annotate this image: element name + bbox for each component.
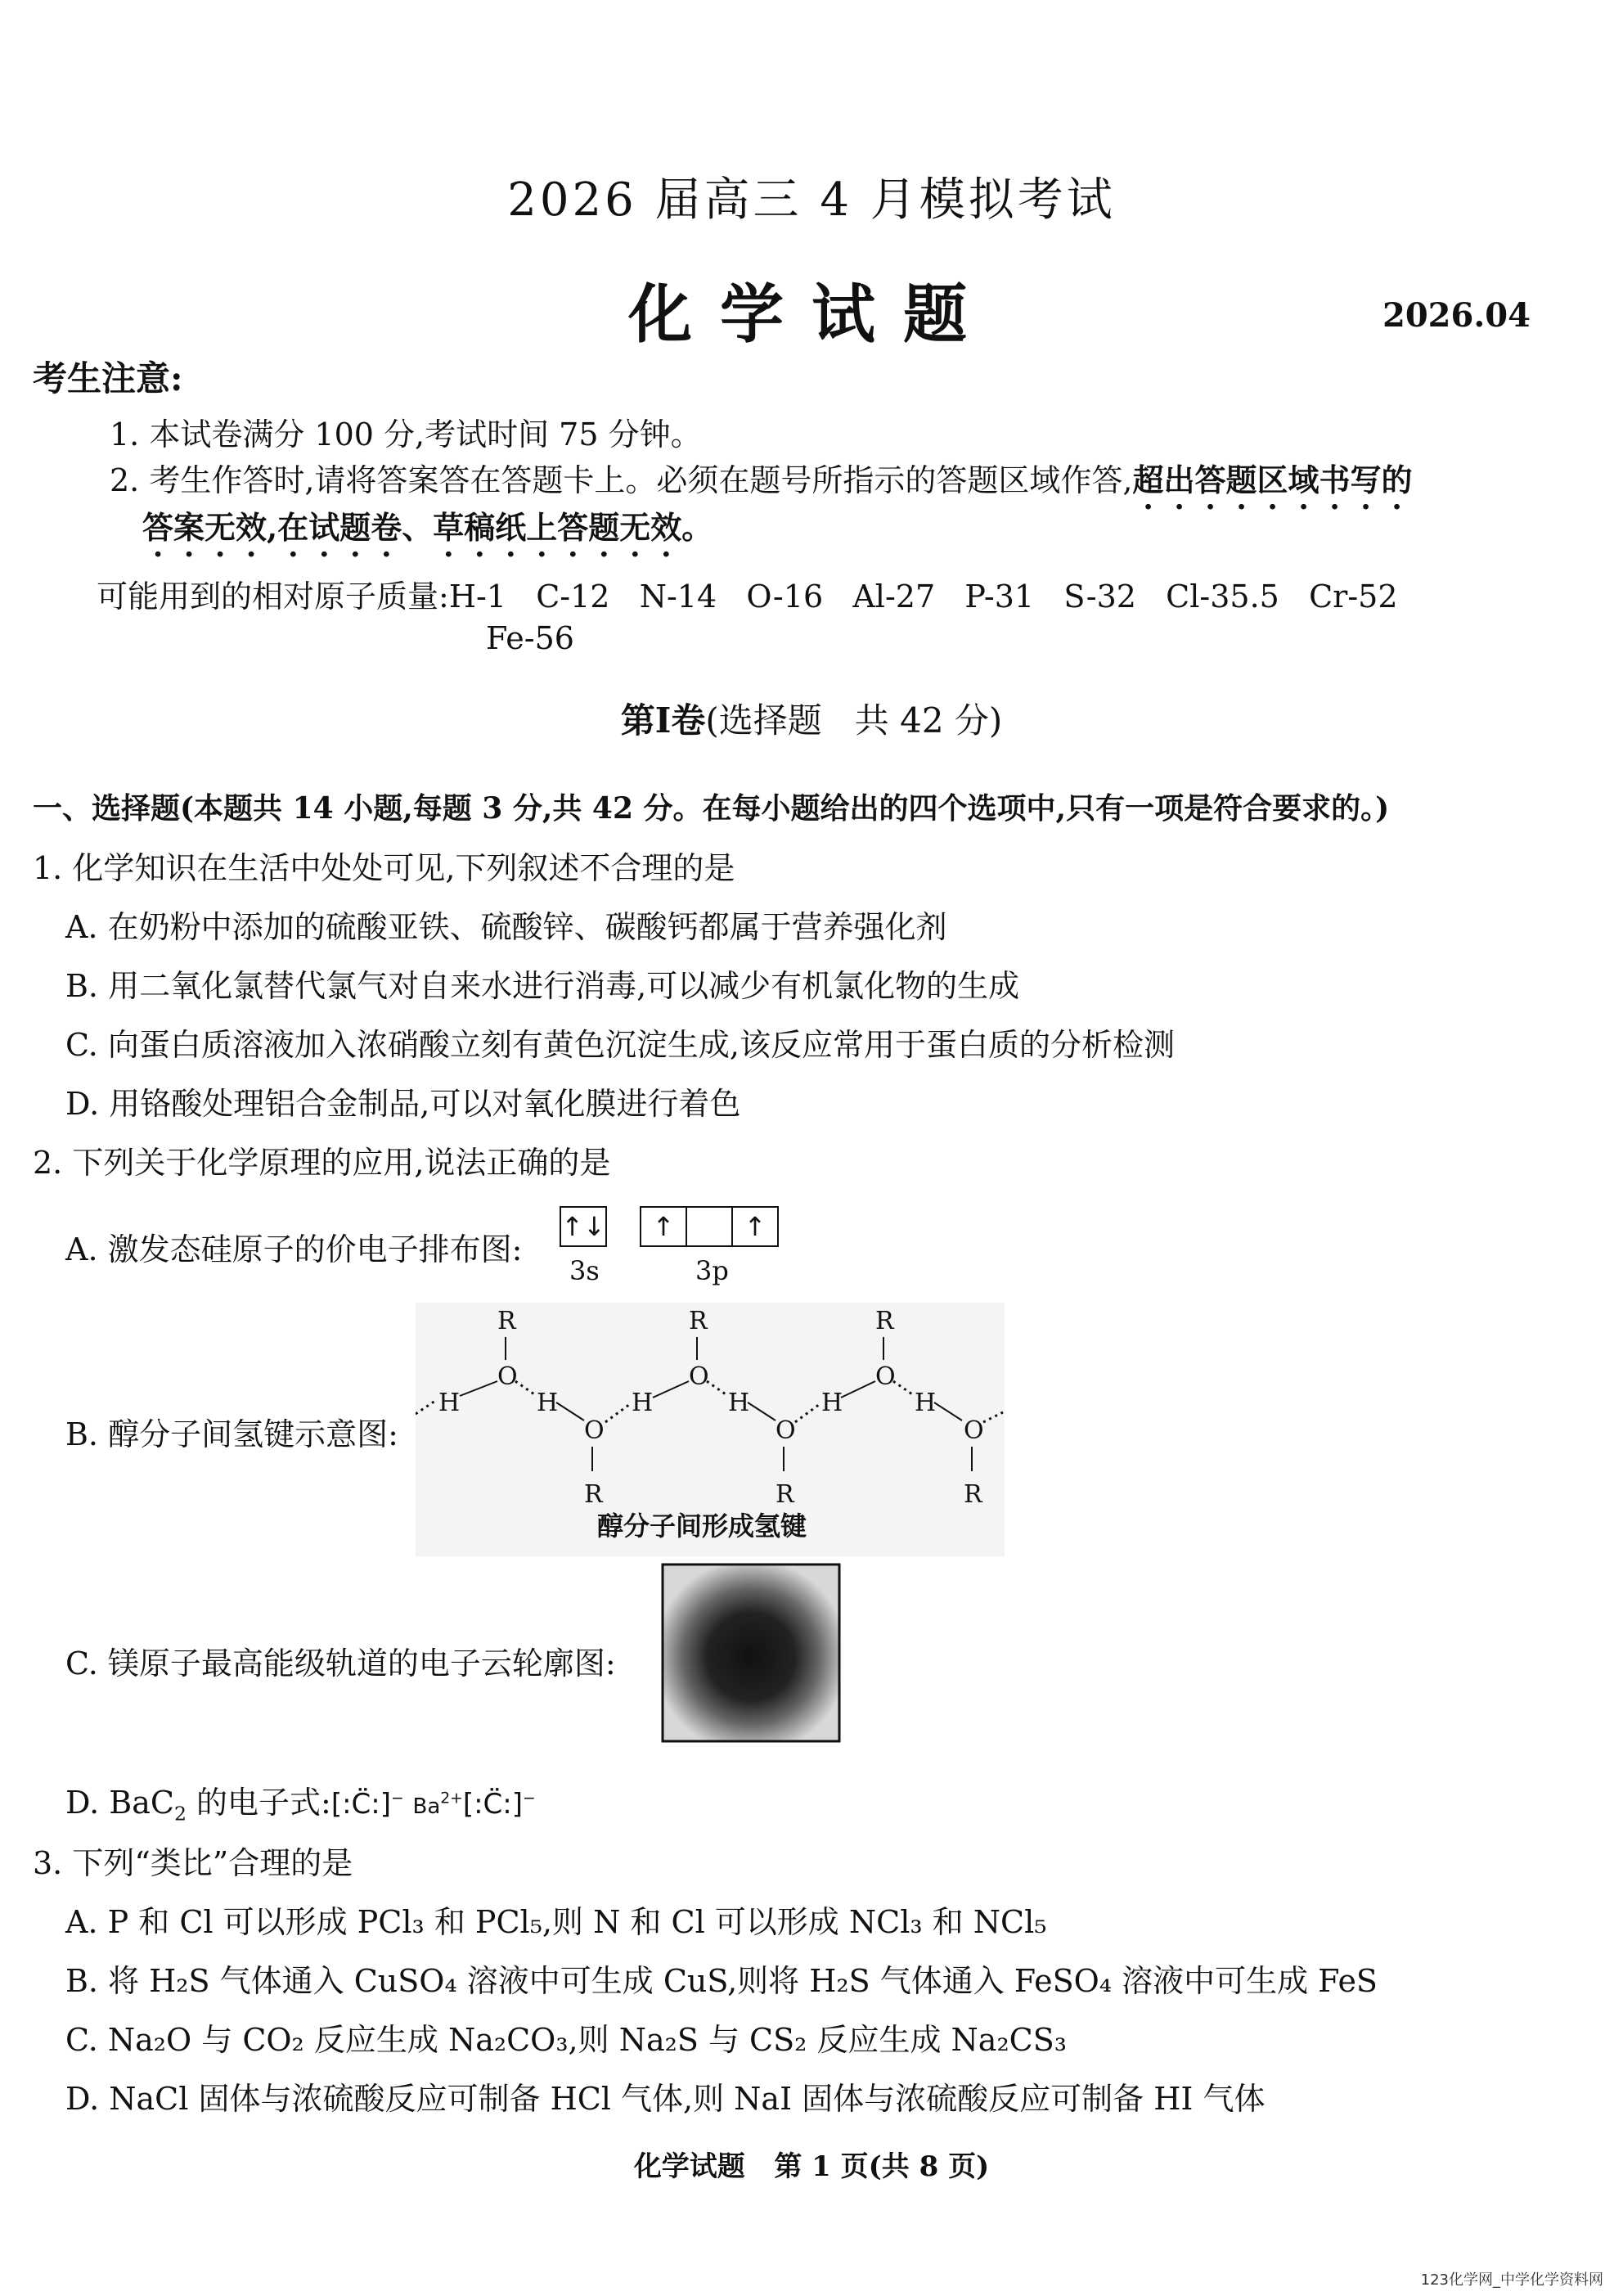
section-title-rest: (选择题 共 42 分) <box>705 700 1003 741</box>
h-6: H <box>915 1389 937 1417</box>
o-down-3: O <box>964 1416 984 1445</box>
q2-option-b: B. 醇分子间氢键示意图: <box>65 1416 398 1452</box>
section-title <box>0 694 1623 743</box>
notice-item-2-line-2: 答案无效,在试题卷、草稿纸上答题无效。 <box>142 509 713 546</box>
orbital-3p-box <box>640 1206 779 1247</box>
charge-right: − <box>523 1790 536 1808</box>
o-down-1: O <box>584 1416 605 1445</box>
subject-title: 化学试题 <box>627 277 995 352</box>
formula-right: [:C̈:] <box>462 1788 524 1821</box>
atomic-mass-line-2: Fe-56 <box>486 620 574 656</box>
q1-stem: 1. 化学知识在生活中处处可见,下列叙述不合理的是 <box>33 850 735 886</box>
o-down-2: O <box>776 1416 796 1445</box>
o-up-3: O <box>875 1362 896 1391</box>
page-footer: 化学试题 第 1 页(共 8 页) <box>633 2150 990 2183</box>
q1-option-d: D. 用铬酸处理铝合金制品,可以对氧化膜进行着色 <box>65 1086 741 1122</box>
notice-item-2-emphasis: 超出答题区域书写的 <box>1132 461 1413 498</box>
q3-option-a: A. P 和 Cl 可以形成 PCl₃ 和 PCl₅,则 N 和 Cl 可以形成 NCl₃ 和 NCl₅ <box>65 1904 1047 1940</box>
notice-item-1: 1. 本试卷满分 100 分,考试时间 75 分钟。 <box>110 416 702 452</box>
notice-heading: 考生注意: <box>33 358 183 398</box>
watermark: 123化学网_中学化学资料网 <box>1420 2271 1603 2289</box>
formula-left: [:C̈:] <box>330 1788 391 1821</box>
q2-d-sub: 2 <box>173 1802 187 1826</box>
orbital-3p-2 <box>687 1208 733 1245</box>
exam-date: 2026.04 <box>1382 296 1531 335</box>
h-1: H <box>438 1389 461 1417</box>
q3-option-c: C. Na₂O 与 CO₂ 反应生成 Na₂CO₃,则 Na₂S 与 CS₂ 反应生成 Na₂CS₃ <box>65 2022 1068 2058</box>
o-up-1: O <box>497 1362 518 1391</box>
atomic-mass-values: H-1 C-12 N-14 O-16 Al-27 P-31 S-32 Cl-35.5 Cr-52 <box>448 579 1398 615</box>
r-up-2: R <box>689 1307 708 1335</box>
part1-instruction: 一、选择题(本题共 14 小题,每题 3 分,共 42 分。在每小题给出的四个选项中,只有一项是符合要求的。) <box>33 791 1390 826</box>
o-up-2: O <box>689 1362 709 1391</box>
exam-title: 2026 届高三 4 月模拟考试 <box>507 173 1116 227</box>
orbital-3s-label: 3s <box>569 1255 600 1286</box>
orbital-3s-arrows: ↑↓ <box>561 1211 605 1242</box>
atomic-mass-line-1 <box>97 571 1398 616</box>
h-2: H <box>537 1389 559 1417</box>
r-down-3: R <box>964 1480 982 1509</box>
q2-option-a: A. 激发态硅原子的价电子排布图: <box>65 1231 523 1267</box>
orbital-3p-3: ↑ <box>744 1211 767 1242</box>
electron-cloud-image <box>661 1563 841 1743</box>
q2-stem: 2. 下列关于化学原理的应用,说法正确的是 <box>33 1145 611 1181</box>
r-up-3: R <box>875 1307 894 1335</box>
r-down-1: R <box>584 1480 603 1509</box>
h-5: H <box>821 1389 843 1417</box>
r-up-1: R <box>497 1307 516 1335</box>
diagram-caption: 醇分子间形成氢键 <box>597 1510 807 1542</box>
q2-option-d <box>65 1777 536 1826</box>
atomic-mass-label: 可能用到的相对原子质量: <box>97 579 449 615</box>
q2-d-suffix: 的电子式: <box>186 1785 331 1821</box>
formula-ba: Ba <box>412 1794 441 1819</box>
orbital-3s-box <box>560 1206 607 1247</box>
h-3: H <box>632 1389 654 1417</box>
orbital-3p-label: 3p <box>695 1255 729 1286</box>
section-title-bold: 第Ⅰ卷 <box>620 700 706 741</box>
r-down-2: R <box>776 1480 794 1509</box>
charge-left: − <box>391 1790 404 1808</box>
q3-option-d: D. NaCl 固体与浓硫酸反应可制备 HCl 气体,则 NaI 固体与浓硫酸反应可制备 HI 气体 <box>65 2081 1266 2117</box>
q1-option-c: C. 向蛋白质溶液加入浓硝酸立刻有黄色沉淀生成,该反应常用于蛋白质的分析检测 <box>65 1027 1175 1063</box>
electron-formula <box>331 1788 536 1821</box>
q3-option-b: B. 将 H₂S 气体通入 CuSO₄ 溶液中可生成 CuS,则将 H₂S 气体通入 FeSO₄ 溶液中可生成 FeS <box>65 1963 1378 1999</box>
q2-option-c: C. 镁原子最高能级轨道的电子云轮廓图: <box>65 1645 616 1681</box>
h-4: H <box>728 1389 750 1417</box>
cloud-square <box>663 1564 839 1741</box>
q3-stem: 3. 下列“类比”合理的是 <box>33 1845 353 1881</box>
q1-option-b: B. 用二氧化氯替代氯气对自来水进行消毒,可以减少有机氯化物的生成 <box>65 968 1020 1004</box>
charge-ba: 2+ <box>440 1790 463 1808</box>
orbital-3p-1: ↑ <box>641 1208 687 1245</box>
notice-item-2-text: 2. 考生作答时,请将答案答在答题卡上。必须在题号所指示的答题区域作答, <box>110 462 1133 498</box>
q2-d-prefix: D. BaC <box>65 1785 174 1821</box>
q1-option-a: A. 在奶粉中添加的硫酸亚铁、硫酸锌、碳酸钙都属于营养强化剂 <box>65 909 947 945</box>
